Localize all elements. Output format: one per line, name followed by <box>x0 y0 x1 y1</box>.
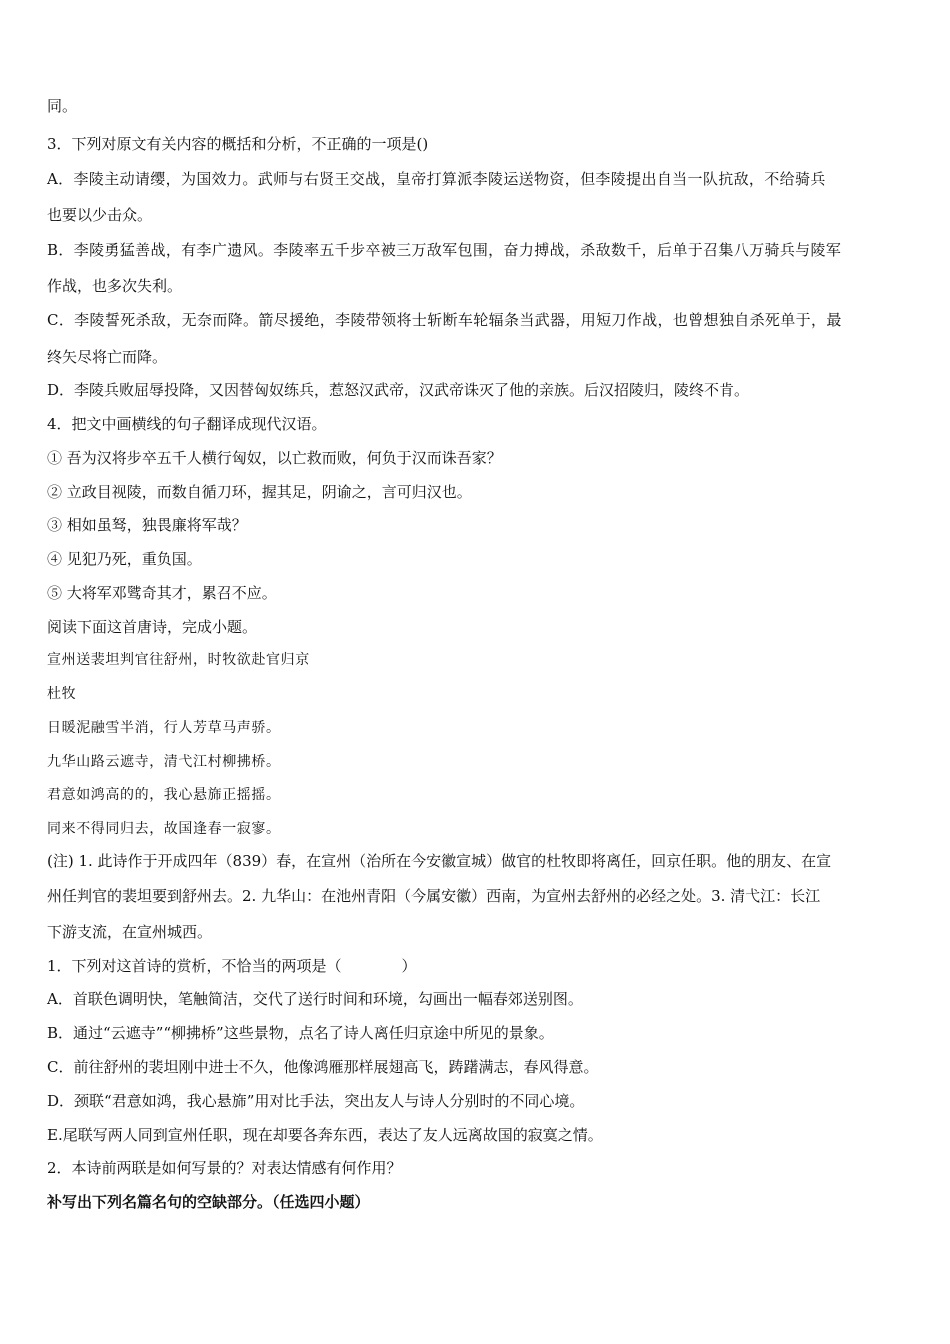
poem-line-3: 君意如鸿高的的，我心悬旆正摇摇。 <box>47 787 281 803</box>
poem-author: 杜牧 <box>47 686 77 702</box>
poem-option-d: D．颈联“君意如鸿，我心悬旆”用对比手法，突出友人与诗人分别时的不同心境。 <box>47 1092 585 1110</box>
poem-option-c: C．前往舒州的裴坦刚中进士不久，他像鸿雁那样展翅高飞，踌躇满志，春风得意。 <box>47 1058 599 1076</box>
poem-title: 宣州送裴坦判官往舒州，时牧欲赴官归京 <box>47 652 310 668</box>
option-b: B．李陵勇猛善战，有李广遗风。李陵率五千步卒被三万敌军包围，奋力搏战，杀敌数千，后单于召集八万骑兵与陵军 <box>47 241 842 259</box>
option-c-cont: 终矢尽将亡而降。 <box>47 348 168 366</box>
poem-question-1: 1．下列对这首诗的赏析，不恰当的两项是（ ） <box>47 957 417 975</box>
option-a: A．李陵主动请缨，为国效力。武师与右贤王交战，皇帝打算派李陵运送物资，但李陵提出自当一队抗敌，不给骑兵 <box>47 170 826 188</box>
poem-option-a: A．首联色调明快，笔触简洁，交代了送行时间和环境，勾画出一幅春郊送别图。 <box>47 990 583 1008</box>
poem-line-1: 日暖泥融雪半消，行人芳草马声骄。 <box>47 720 281 736</box>
translation-item-4: ④ 见犯乃死，重负国。 <box>47 550 202 568</box>
poem-option-b: B．通过“云遮寺”“柳拂桥”这些景物，点名了诗人离任归京途中所见的景象。 <box>47 1024 554 1042</box>
text-line: 同。 <box>47 97 78 115</box>
poem-note: (注) 1. 此诗作于开成四年（839）春，在宣州（治所在今安徽宣城）做官的杜牧即将离任，回京任职。他的朋友、在宣 <box>47 852 832 870</box>
translation-item-1: ① 吾为汉将步卒五千人横行匈奴，以亡救而败，何负于汉而诛吾家？ <box>47 449 502 467</box>
poem-option-e: E.尾联写两人同到宣州任职，现在却要各奔东西，表达了友人远离故国的寂寞之情。 <box>47 1126 603 1144</box>
poem-note-end: 下游支流，在宣州城西。 <box>47 923 213 941</box>
question-3-stem: 3．下列对原文有关内容的概括和分析，不正确的一项是() <box>47 135 429 153</box>
poem-line-2: 九华山路云遮寺，清弋江村柳拂桥。 <box>47 754 281 770</box>
section-heading: 补写出下列名篇名句的空缺部分。（任选四小题） <box>47 1193 370 1211</box>
poem-line-4: 同来不得同归去，故国逢春一寂寥。 <box>47 821 281 837</box>
option-c: C．李陵誓死杀敌，无奈而降。箭尽援绝，李陵带领将士斩断车轮辐条当武器，用短刀作战，也曾想独自杀死单于，最 <box>47 311 842 329</box>
translation-item-5: ⑤ 大将军邓骘奇其才，累召不应。 <box>47 584 277 602</box>
translation-item-2: ② 立政目视陵，而数自循刀环，握其足，阴谕之，言可归汉也。 <box>47 483 472 501</box>
poem-note-cont: 州任判官的裴坦要到舒州去。2. 九华山：在池州青阳（今属安徽）西南，为宣州去舒州的必经之处。3. 清弋江：长江 <box>47 887 821 905</box>
option-d: D．李陵兵败屈辱投降，又因替匈奴练兵，惹怒汉武帝，汉武帝诛灭了他的亲族。后汉招陵归，陵终不肯。 <box>47 381 750 399</box>
question-4-stem: 4．把文中画横线的句子翻译成现代汉语。 <box>47 415 327 433</box>
poem-question-2: 2．本诗前两联是如何写景的？对表达情感有何作用？ <box>47 1159 402 1177</box>
option-b-cont: 作战，也多次失利。 <box>47 277 183 295</box>
option-a-cont: 也要以少击众。 <box>47 206 153 224</box>
reading-instruction: 阅读下面这首唐诗，完成小题。 <box>47 618 258 636</box>
translation-item-3: ③ 相如虽驽，独畏廉将军哉？ <box>47 516 247 534</box>
